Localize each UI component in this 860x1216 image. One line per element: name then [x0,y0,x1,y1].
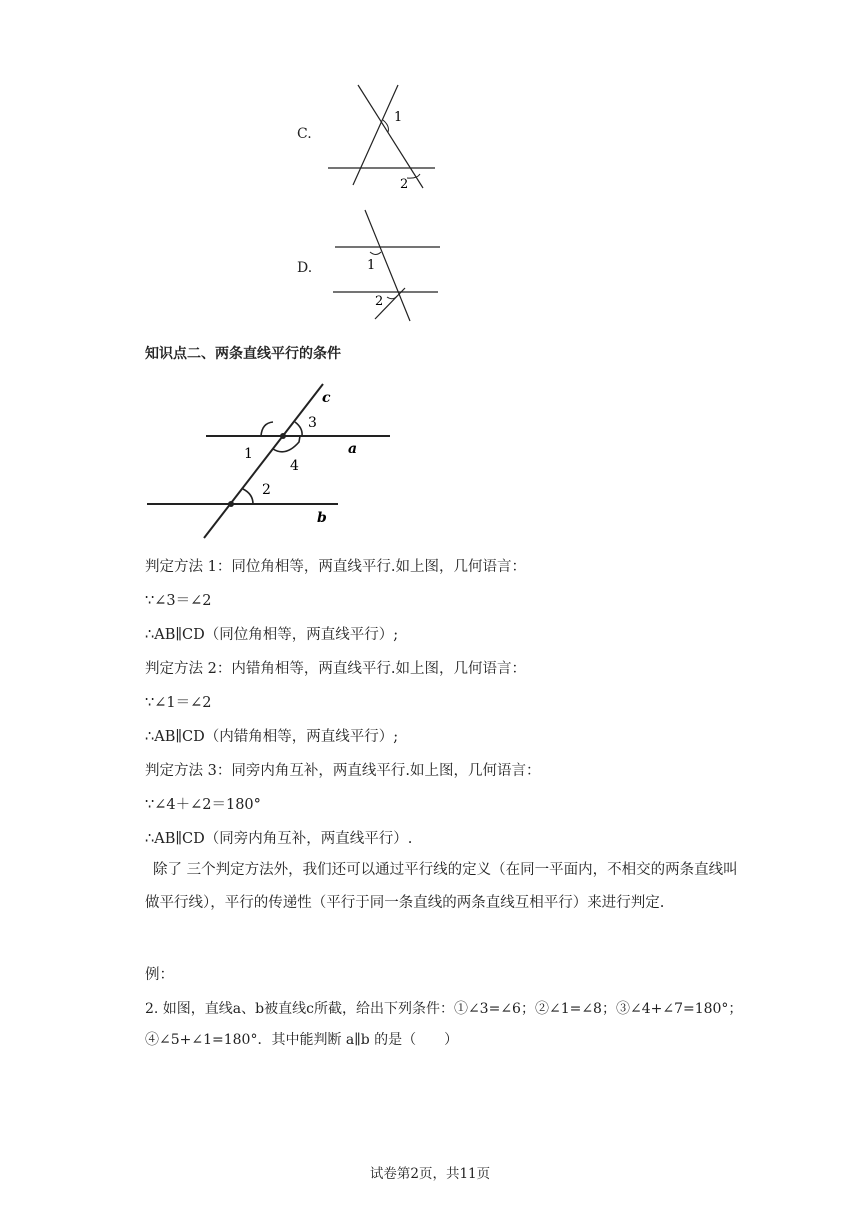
page-footer: 试卷第2页，共11页 [369,1166,491,1182]
line-b-label: b [317,510,327,526]
option-c-figure [320,80,445,195]
option-d-angle-2: 2 [375,294,384,309]
line-c-label: c [322,390,331,406]
option-d-label: D. [297,260,313,276]
paragraph: 除了 三个判定方法外，我们还可以通过平行线的定义（在同一平面内，不相交的两条直线叫做平行线），平行的传递性（平行于同一条直线的两条直线互相平行）来进行判定. [145,862,738,911]
angle-2-label: 2 [262,482,271,498]
option-c-label: C. [297,126,312,142]
method-2-given: ∵∠1＝∠2 [145,695,212,711]
method-1-statement: 判定方法 1：同位角相等，两直线平行.如上图，几何语言： [145,559,526,575]
option-d-figure [325,205,445,325]
option-c-angle-1: 1 [394,110,403,125]
method-2-statement: 判定方法 2：内错角相等，两直线平行.如上图，几何语言： [145,661,526,677]
angle-1-label: 1 [244,446,253,462]
line-a-label: a [348,441,358,457]
method-3-conclusion: ∴AB∥CD（同旁内角互补，两直线平行）. [145,831,413,847]
question-line-2: ④∠5+∠1=180°．其中能判断 a∥b 的是（ ） [145,1032,459,1048]
section-heading: 知识点二、两条直线平行的条件 [145,346,341,362]
method-1-conclusion: ∴AB∥CD（同位角相等，两直线平行）; [145,627,399,643]
angle-4-label: 4 [290,458,299,474]
option-d-angle-1: 1 [367,258,376,273]
example-label: 例： [145,967,174,983]
method-3-given: ∵∠4＋∠2＝180° [145,797,261,813]
parallel-lines-figure [140,378,400,543]
angle-3-label: 3 [308,415,317,431]
method-3-statement: 判定方法 3：同旁内角互补，两直线平行.如上图，几何语言： [145,763,541,779]
question-line-1: 2. 如图，直线a、b被直线c所截，给出下列条件：①∠3=∠6；②∠1=∠8；③∠4+∠7=180°； [145,1001,743,1017]
method-1-given: ∵∠3＝∠2 [145,593,212,609]
method-2-conclusion: ∴AB∥CD（内错角相等，两直线平行）; [145,729,399,745]
option-c-angle-2: 2 [400,177,409,192]
